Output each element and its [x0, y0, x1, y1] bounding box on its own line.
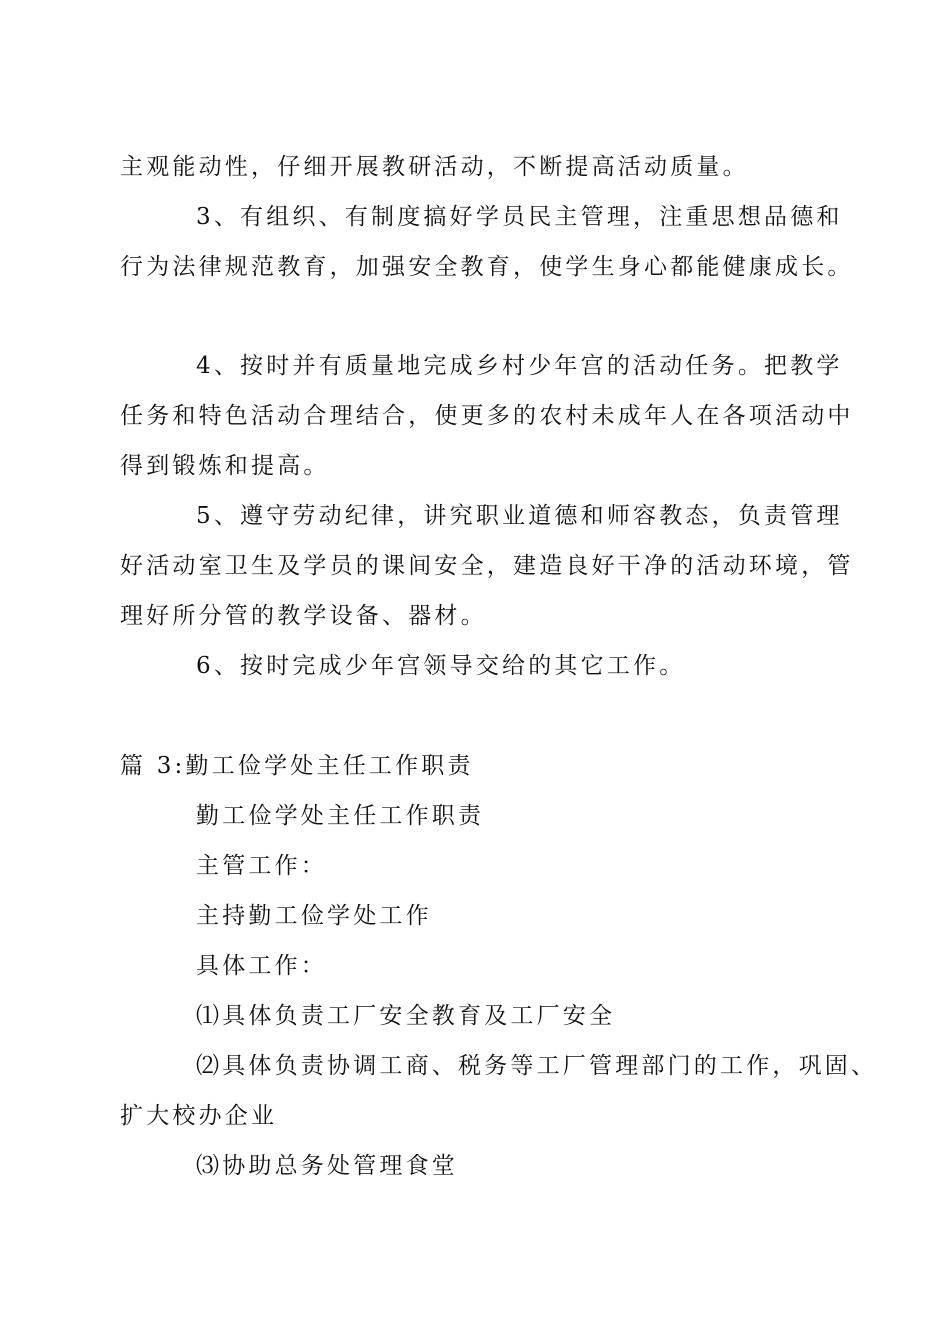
paragraph-line: 4、按时并有质量地完成乡村少年宫的活动任务。把教学 — [196, 353, 843, 379]
list-item: ⑵具体负责协调工商、税务等工厂管理部门的工作，巩固、 — [196, 1053, 878, 1079]
paragraph-line: 具体工作： — [196, 953, 327, 979]
paragraph-line: 任务和特色活动合理结合，使更多的农村未成年人在各项活动中 — [120, 403, 854, 429]
paragraph-line: 理好所分管的教学设备、器材。 — [120, 603, 487, 629]
paragraph-line: 主观能动性，仔细开展教研活动，不断提高活动质量。 — [120, 154, 749, 180]
paragraph-line: 好活动室卫生及学员的课间安全，建造良好干净的活动环境，管 — [120, 553, 854, 579]
paragraph-line: 行为法律规范教育，加强安全教育，使学生身心都能健康成长。 — [120, 254, 854, 280]
paragraph-line: 扩大校办企业 — [120, 1103, 278, 1129]
list-item: ⑶协助总务处管理食堂 — [196, 1153, 458, 1179]
paragraph-line: 主持勤工俭学处工作 — [196, 903, 432, 929]
list-item: ⑴具体负责工厂安全教育及工厂安全 — [196, 1003, 616, 1029]
paragraph-line: 得到锻炼和提高。 — [120, 453, 330, 479]
paragraph-line: 主管工作： — [196, 853, 327, 879]
paragraph-line: 6、按时完成少年宫领导交给的其它工作。 — [196, 653, 686, 679]
paragraph-line: 3、有组织、有制度搞好学员民主管理，注重思想品德和 — [196, 204, 843, 230]
section-title: 勤工俭学处主任工作职责 — [196, 803, 485, 829]
section-heading: 篇 3:勤工俭学处主任工作职责 — [120, 753, 474, 779]
paragraph-line: 5、遵守劳动纪律，讲究职业道德和师容教态，负责管理 — [196, 503, 843, 529]
